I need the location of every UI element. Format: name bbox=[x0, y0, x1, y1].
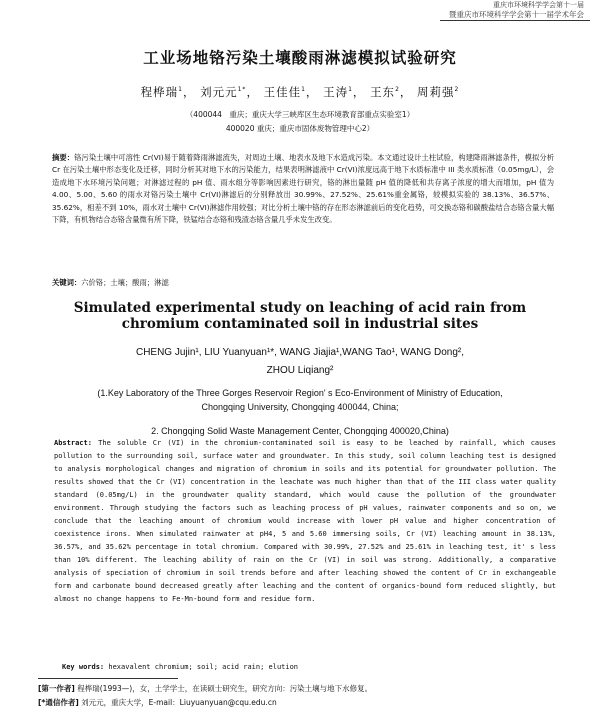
footnote-first-label: [第一作者] bbox=[38, 684, 75, 693]
cn-author: 程桦瑞 bbox=[140, 85, 179, 99]
running-header-line2: 暨重庆市环境科学学会第十一届学术年会 bbox=[449, 10, 584, 19]
footnote-corr-text: 刘元元，重庆大学，E-mail：Liuyuanyuan@cqu.edu.cn bbox=[81, 698, 277, 707]
cn-keywords bbox=[52, 278, 169, 288]
footnote-rule bbox=[38, 678, 178, 679]
footnotes bbox=[38, 682, 372, 710]
cn-author: 刘元元 bbox=[200, 85, 238, 99]
cn-keywords-label: 关键词： bbox=[52, 278, 82, 287]
en-affil-2: 2. Chongqing Solid Waste Management Center, Chongqing 400020,China) bbox=[151, 426, 449, 436]
cn-author: 周莉强 bbox=[417, 85, 455, 99]
en-authors-line1: CHENG Jujin¹, LIU Yuanyuan¹*, WANG Jiajia¹,WANG Tao¹, WANG Dong², bbox=[135, 347, 465, 358]
en-abstract bbox=[54, 437, 556, 606]
en-keywords-label: Key words: bbox=[62, 663, 105, 671]
running-header bbox=[449, 0, 584, 20]
en-affil-1-line2: Chongqing University, Chongqing 400044, China; bbox=[201, 402, 399, 412]
en-affil-1-line1: (1.Key Laboratory of the Three Gorges Reservoir Region' s Eco-Environment of Ministry of Education, bbox=[97, 388, 503, 398]
running-header-line1: 重庆市环境科学学会第十一届 bbox=[493, 1, 584, 9]
cn-title: 工业场地铬污染土壤酸雨淋滤模拟试验研究 bbox=[143, 49, 457, 67]
cn-affil-1: （400044 重庆；重庆大学三峡库区生态环境教育部重点实验室1） bbox=[185, 110, 415, 119]
cn-author-sup: 1 bbox=[178, 86, 183, 94]
cn-author: 王东 bbox=[370, 85, 396, 99]
footnote-first-text: 程桦瑞(1993—)，女，土学学士，在读硕士研究生，研究方向：污染土壤与地下水修复。 bbox=[77, 684, 373, 693]
cn-abstract-text: 铬污染土壤中可溶性 Cr(VI)易于随着降雨淋滤流失，对周边土壤、地表水及地下水造成污染。本文通过设计土柱试验，构建降雨淋滤条件，模拟分析 Cr 在污染土壤中形态变化及迁移，同时分析其对地下水的污染能力，结果表明淋滤液中 Cr(VI)浓度远高于地下水质标准中 III 类水质标准（0.05mg/L），会造成地下水环境污染问题；对淋滤过程的 pH 值、雨水组分等影响因素进行研究，铬的淋出量随 pH 值的降低和共存离子浓度的增大而增加，pH 值为 4.00、5.00、5.60 的雨水对铬污染土壤中 Cr(VI)淋滤后的分别释放出 30.99%、27.52%、25.61%重金属铬，较模拟实验的 38.13%、36.57%、35.62%，相差不到 10%，雨水对土壤中 Cr(VI)淋滤作用较强；对比分析土壤中铬的存在形态淋滤前后的变化趋势，可交换态铬和碳酸盐结合态铬含量大幅下降，有机物结合态铬含量微有所下降，铁锰结合态铬和残渣态铬含量几乎未发生改变。 bbox=[52, 153, 554, 225]
en-affiliations bbox=[0, 386, 600, 438]
cn-keywords-text: 六价铬；土壤；酸雨；淋滤 bbox=[81, 278, 169, 287]
cn-abstract bbox=[52, 152, 554, 226]
cn-author-sup: 2 bbox=[395, 86, 400, 94]
en-title bbox=[0, 300, 600, 332]
footnote-first-author bbox=[38, 682, 372, 696]
en-keywords-text: hexavalent chromium; soil; acid rain; elution bbox=[108, 663, 299, 671]
en-abstract-text: The soluble Cr (VI) in the chromium-contaminated soil is easy to be leached by rainfall, which causes pollution to the surrounding soil, surface water and groundwater. In this study, soil column leaching test is designed to analysis morphological changes and migration of chromium in soils and its potential for groundwater pollution. The results showed that the Cr (VI) concentration in the leachate was much higher than that of the III class water quality standard (0.05mg/L) in the groundwater quality standard, which would cause the pollution of the groundwater environment. Through studying the factors such as leaching process of pH values, rainwater components and so on, we conclude that the leaching amount of chromium would increase with lower pH value and higher concentration of coexistence irons. When simulated rainwater at pH4, 5 and 5.60 immersing soils, Cr (VI) leaching amount in 38.13%, 36.57%, and 35.62% percentage in total chromium. Compared with 30.99%, 27.52% and 25.61% in leaching test, it' s less than 10% different. The leaching ability of rain on the Cr (VI) in soil was strong. Additionally, a comparative analysis of speciation of chromium in soil trends before and after leaching showed the content of Cr in exchangeable form and carbonate bound decreased greatly after leaching and the content of organics-bound form reduced slightly, but almost no change happens to Fe-Mn-bound form and residue form. bbox=[54, 439, 556, 603]
cn-author-sup: 1 bbox=[301, 86, 306, 94]
en-abstract-label: Abstract: bbox=[54, 439, 92, 447]
en-authors-line2: ZHOU Liqiang² bbox=[266, 365, 334, 376]
en-authors bbox=[0, 344, 600, 380]
cn-affiliations bbox=[0, 108, 600, 136]
cn-author-sup: 1* bbox=[237, 86, 247, 94]
header-rule bbox=[440, 20, 590, 21]
cn-author: 王涛 bbox=[323, 85, 349, 99]
en-title-line2: chromium contaminated soil in industrial sites bbox=[121, 316, 479, 332]
en-keywords bbox=[62, 663, 298, 671]
cn-author-sup: 1 bbox=[348, 86, 353, 94]
cn-authors: 程桦瑞$^1$， 刘元元$^{1*}$， 王佳佳$^1$， 王涛$^1$， 王东$^2$， 周莉强$^2$ bbox=[140, 85, 460, 99]
cn-affil-2: 400020 重庆；重庆市固体废物管理中心2） bbox=[225, 124, 375, 133]
cn-author: 王佳佳 bbox=[263, 85, 302, 99]
footnote-corresponding-author bbox=[38, 696, 372, 710]
footnote-corr-label: [*通信作者] bbox=[38, 698, 79, 707]
cn-abstract-label: 摘要： bbox=[52, 153, 75, 162]
en-title-line1: Simulated experimental study on leaching of acid rain from bbox=[73, 300, 527, 316]
cn-author-sup: 2 bbox=[454, 86, 460, 94]
